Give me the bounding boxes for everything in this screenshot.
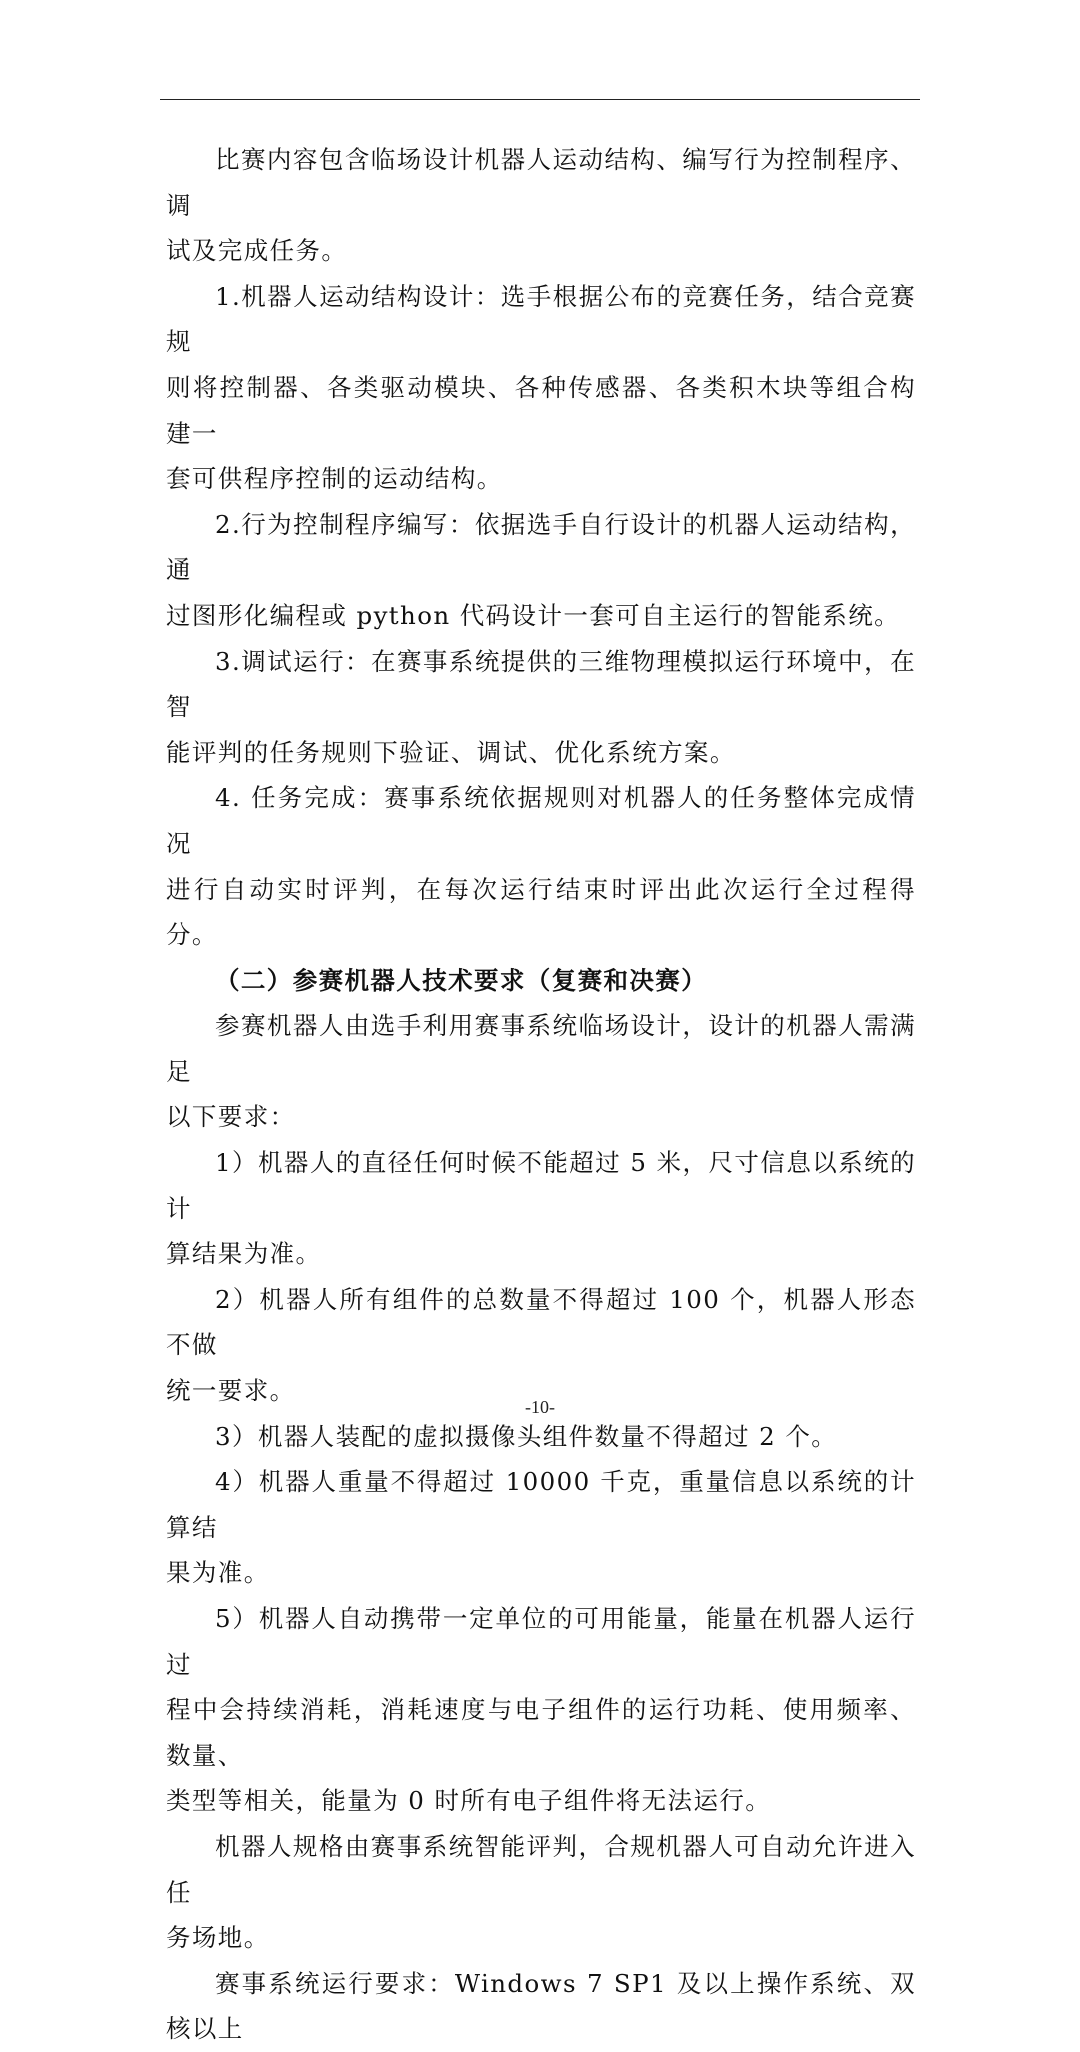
page-number: -10-: [525, 1397, 555, 1417]
text-line: 2.行为控制程序编写：依据选手自行设计的机器人运动结构，通: [166, 509, 916, 585]
document-body: [166, 137, 916, 2052]
text-line: 2）机器人所有组件的总数量不得超过 100 个，机器人形态不做: [166, 1284, 916, 1360]
text-line: 统一要求。: [166, 1376, 296, 1406]
paragraph-system-requirements: [166, 1961, 916, 2052]
text-line: 务场地。: [166, 1923, 270, 1953]
text-line: 过图形化编程或 python 代码设计一套可自主运行的智能系统。: [166, 600, 901, 630]
text-line: 5）机器人自动携带一定单位的可用能量，能量在机器人运行过: [166, 1604, 916, 1679]
section-heading: （二）参赛机器人技术要求（复赛和决赛）: [215, 965, 708, 995]
text-line: 则将控制器、各类驱动模块、各种传感器、各类积木块等组合构建一: [166, 372, 916, 448]
paragraph-requirement-5: [166, 1596, 916, 1824]
text-line: 比赛内容包含临场设计机器人运动结构、编写行为控制程序、调: [166, 145, 916, 220]
paragraph-item-1: [166, 274, 916, 502]
text-line: 4）机器人重量不得超过 10000 千克，重量信息以系统的计算结: [166, 1467, 916, 1542]
paragraph-spec-judging: [166, 1824, 916, 1961]
paragraph-requirement-2: [166, 1277, 916, 1414]
text-line: 3.调试运行：在赛事系统提供的三维物理模拟运行环境中，在智: [166, 646, 916, 722]
paragraph-intro: [166, 137, 916, 274]
paragraph-requirement-1: [166, 1140, 916, 1277]
paragraph-requirements-intro: [166, 1003, 916, 1140]
text-line: 赛事系统运行要求：Windows 7 SP1 及以上操作系统、双核以上: [166, 1968, 916, 2044]
text-line: 算结果为准。: [166, 1239, 322, 1269]
text-line: 4. 任务完成：赛事系统依据规则对机器人的任务整体完成情况: [166, 783, 916, 858]
paragraph-item-4: [166, 775, 916, 957]
header-rule: [160, 99, 920, 100]
text-line: 类型等相关，能量为 0 时所有电子组件将无法运行。: [166, 1786, 772, 1816]
text-line: 参赛机器人由选手利用赛事系统临场设计，设计的机器人需满足: [166, 1011, 916, 1086]
text-line: 套可供程序控制的运动结构。: [166, 464, 503, 494]
text-line: 程中会持续消耗，消耗速度与电子组件的运行功耗、使用频率、数量、: [166, 1695, 916, 1770]
text-line: 1.机器人运动结构设计：选手根据公布的竞赛任务，结合竞赛规: [166, 281, 916, 357]
text-line: 1）机器人的直径任何时候不能超过 5 米，尺寸信息以系统的计: [166, 1148, 916, 1223]
text-line: 能评判的任务规则下验证、调试、优化系统方案。: [166, 737, 736, 767]
text-line: 以下要求：: [166, 1102, 296, 1132]
paragraph-item-3: [166, 639, 916, 776]
text-line: 试及完成任务。: [166, 236, 348, 266]
text-line: 进行自动实时评判，在每次运行结束时评出此次运行全过程得分。: [166, 874, 916, 950]
text-line: 果为准。: [166, 1558, 270, 1588]
text-line: 机器人规格由赛事系统智能评判，合规机器人可自动允许进入任: [166, 1831, 916, 1907]
paragraph-requirement-3: [166, 1414, 916, 1460]
text-line: 3）机器人装配的虚拟摄像头组件数量不得超过 2 个。: [215, 1421, 838, 1451]
paragraph-item-2: [166, 502, 916, 639]
